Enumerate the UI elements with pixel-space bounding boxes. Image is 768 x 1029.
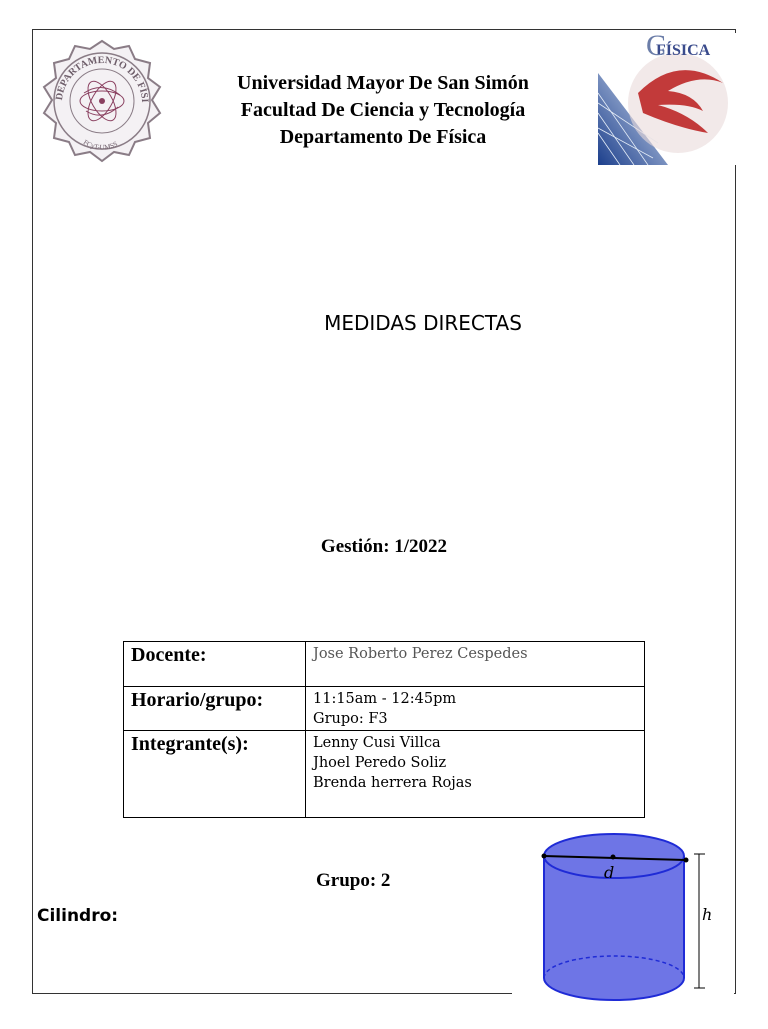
table-row [124, 687, 645, 731]
integrantes-value [306, 731, 645, 818]
height-label: h [702, 905, 713, 924]
faculty-name: Facultad De Ciencia y Tecnología [240, 99, 526, 121]
document-title: MEDIDAS DIRECTAS [324, 311, 522, 335]
university-name: Universidad Mayor De San Simón [237, 72, 529, 94]
logo-right-text: FÍSICA [656, 42, 711, 59]
integrante-name: Lenny Cusi Villca [313, 735, 441, 751]
table-row [124, 731, 645, 818]
diameter-label: d [604, 863, 615, 882]
gestion-label: Gestión: 1/2022 [320, 536, 448, 557]
integrante-name: Brenda herrera Rojas [313, 775, 472, 791]
logo-left-top-text: DEPARTAMENTO DE FÍSI [54, 54, 151, 103]
docente-value: Jose Roberto Perez Cespedes [306, 642, 645, 687]
info-table [123, 641, 645, 818]
cylinder-figure [512, 822, 734, 1024]
horario-label: Horario/grupo: [124, 687, 306, 731]
integrante-name: Jhoel Peredo Soliz [313, 755, 447, 771]
table-row [124, 642, 645, 687]
logo-left-bottom-text: FCyT-UMSS [81, 138, 119, 152]
cilindro-label: Cilindro: [37, 906, 119, 926]
docente-label: Docente: [124, 642, 306, 687]
horario-group: Grupo: F3 [313, 711, 388, 727]
departamento-fisica-logo [34, 37, 170, 167]
horario-value [306, 687, 645, 731]
integrantes-label: Integrante(s): [124, 731, 306, 818]
fisica-logo [598, 33, 736, 165]
department-name: Departamento De Física [279, 126, 487, 148]
university-header [190, 70, 576, 151]
grupo-label: Grupo: 2 [316, 870, 391, 891]
svg-text:C: C [646, 33, 667, 62]
horario-time: 11:15am - 12:45pm [313, 691, 457, 707]
